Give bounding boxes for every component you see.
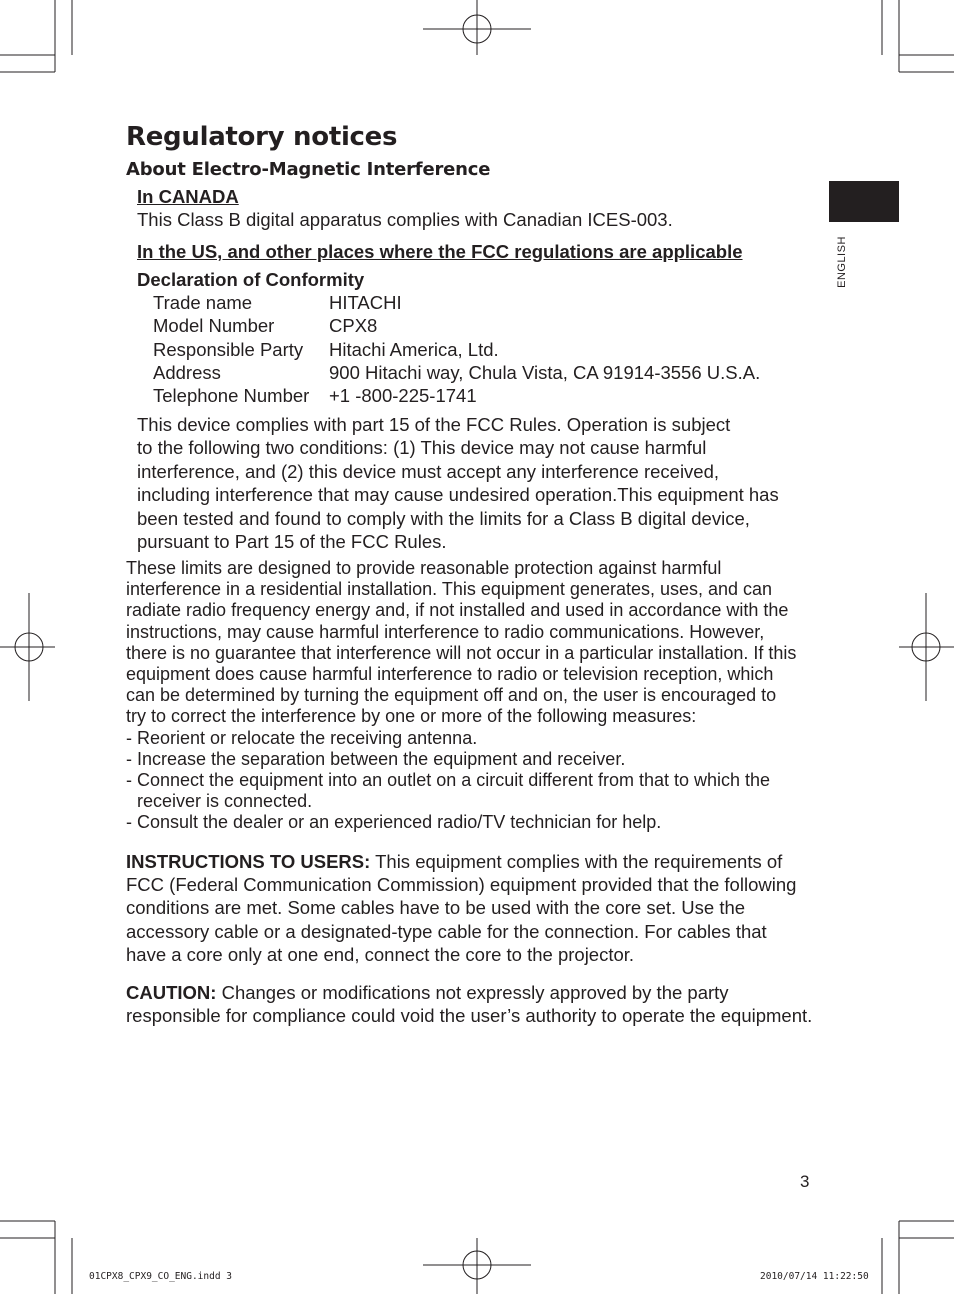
language-label: ENGLISH xyxy=(836,236,848,288)
list-item: receiver is connected. xyxy=(137,791,313,812)
conformity-row: Address 900 Hitachi way, Chula Vista, CA 91914-3556 U.S.A. xyxy=(153,361,761,383)
section-subtitle: About Electro-Magnetic Interference xyxy=(126,159,491,180)
page-title: Regulatory notices xyxy=(126,122,398,152)
instructions-label: INSTRUCTIONS TO USERS: xyxy=(126,851,371,872)
caution-paragraph: CAUTION: Changes or modifications not expressly approved by the party responsible for compliance could void the user’s authority to operate the equipment. xyxy=(126,982,813,1027)
fcc-compliance-paragraph: This device complies with part 15 of the FCC Rules. Operation is subject to the following two conditions: (1) This device may not cause harmful interference, and (2) this device must accept any interference received, including interference that may cause undesired operation.This equipment has been tested and found to comply with the limits for a Class B digital device, pursuant to Part 15 of the FCC Rules. xyxy=(137,414,779,553)
conformity-row: Telephone Number +1 -800-225-1741 xyxy=(153,385,477,407)
conformity-row: Responsible Party Hitachi America, Ltd. xyxy=(153,338,499,360)
conformity-table xyxy=(153,291,760,407)
canada-heading: In CANADA xyxy=(137,186,239,207)
us-heading: In the US, and other places where the FCC regulations are applicable xyxy=(137,241,743,262)
list-item: - Consult the dealer or an experienced radio/TV technician for help. xyxy=(126,812,662,833)
list-item: - Increase the separation between the equipment and receiver. xyxy=(126,748,626,769)
list-item: - Reorient or relocate the receiving antenna. xyxy=(126,727,478,748)
conformity-row: Trade name HITACHI xyxy=(153,292,402,313)
page-number: 3 xyxy=(800,1172,810,1191)
canada-text: This Class B digital apparatus complies with Canadian ICES-003. xyxy=(137,209,673,231)
caution-label: CAUTION: xyxy=(126,982,217,1003)
language-tab xyxy=(829,181,899,222)
slug-datetime: 2010/07/14 11:22:50 xyxy=(760,1271,869,1282)
slug-filename: 01CPX8_CPX9_CO_ENG.indd 3 xyxy=(89,1271,232,1282)
canada-section xyxy=(137,185,673,232)
instructions-paragraph: INSTRUCTIONS TO USERS: This equipment complies with the requirements of FCC (Federal Communication Commission) equipment provided that the following conditions are met. Some cables have to be used with the core set. Use the accessory cable or a designated-type cable for the connection. For cables that have a core only at one end, connect the core to the projector. xyxy=(126,851,797,965)
declaration-heading: Declaration of Conformity xyxy=(137,269,365,290)
conformity-row: Model Number CPX8 xyxy=(153,315,378,337)
list-item: - Connect the equipment into an outlet on a circuit different from that to which the xyxy=(126,770,771,791)
limits-paragraph: These limits are designed to provide reasonable protection against harmful interference in a residential installation. This equipment generates, uses, and can radiate radio frequency energy and, if not installed and used in accordance with the instructions, may cause harmful interference to radio communications. However, there is no guarantee that interference will not occur in a particular installation. If this equipment does cause harmful interference to radio or television reception, which can be determined by turning the equipment off and on, the user is encouraged to try to correct the interference by one or more of the following measures: - Reorient or relocate the receiving antenna. - Increase the separation between the equipment and receiver. - Connect the equipment into an outlet on a circuit different from that to which the receiver is connected. - Consult the dealer or an experienced radio/TV technician for help. xyxy=(126,558,797,833)
